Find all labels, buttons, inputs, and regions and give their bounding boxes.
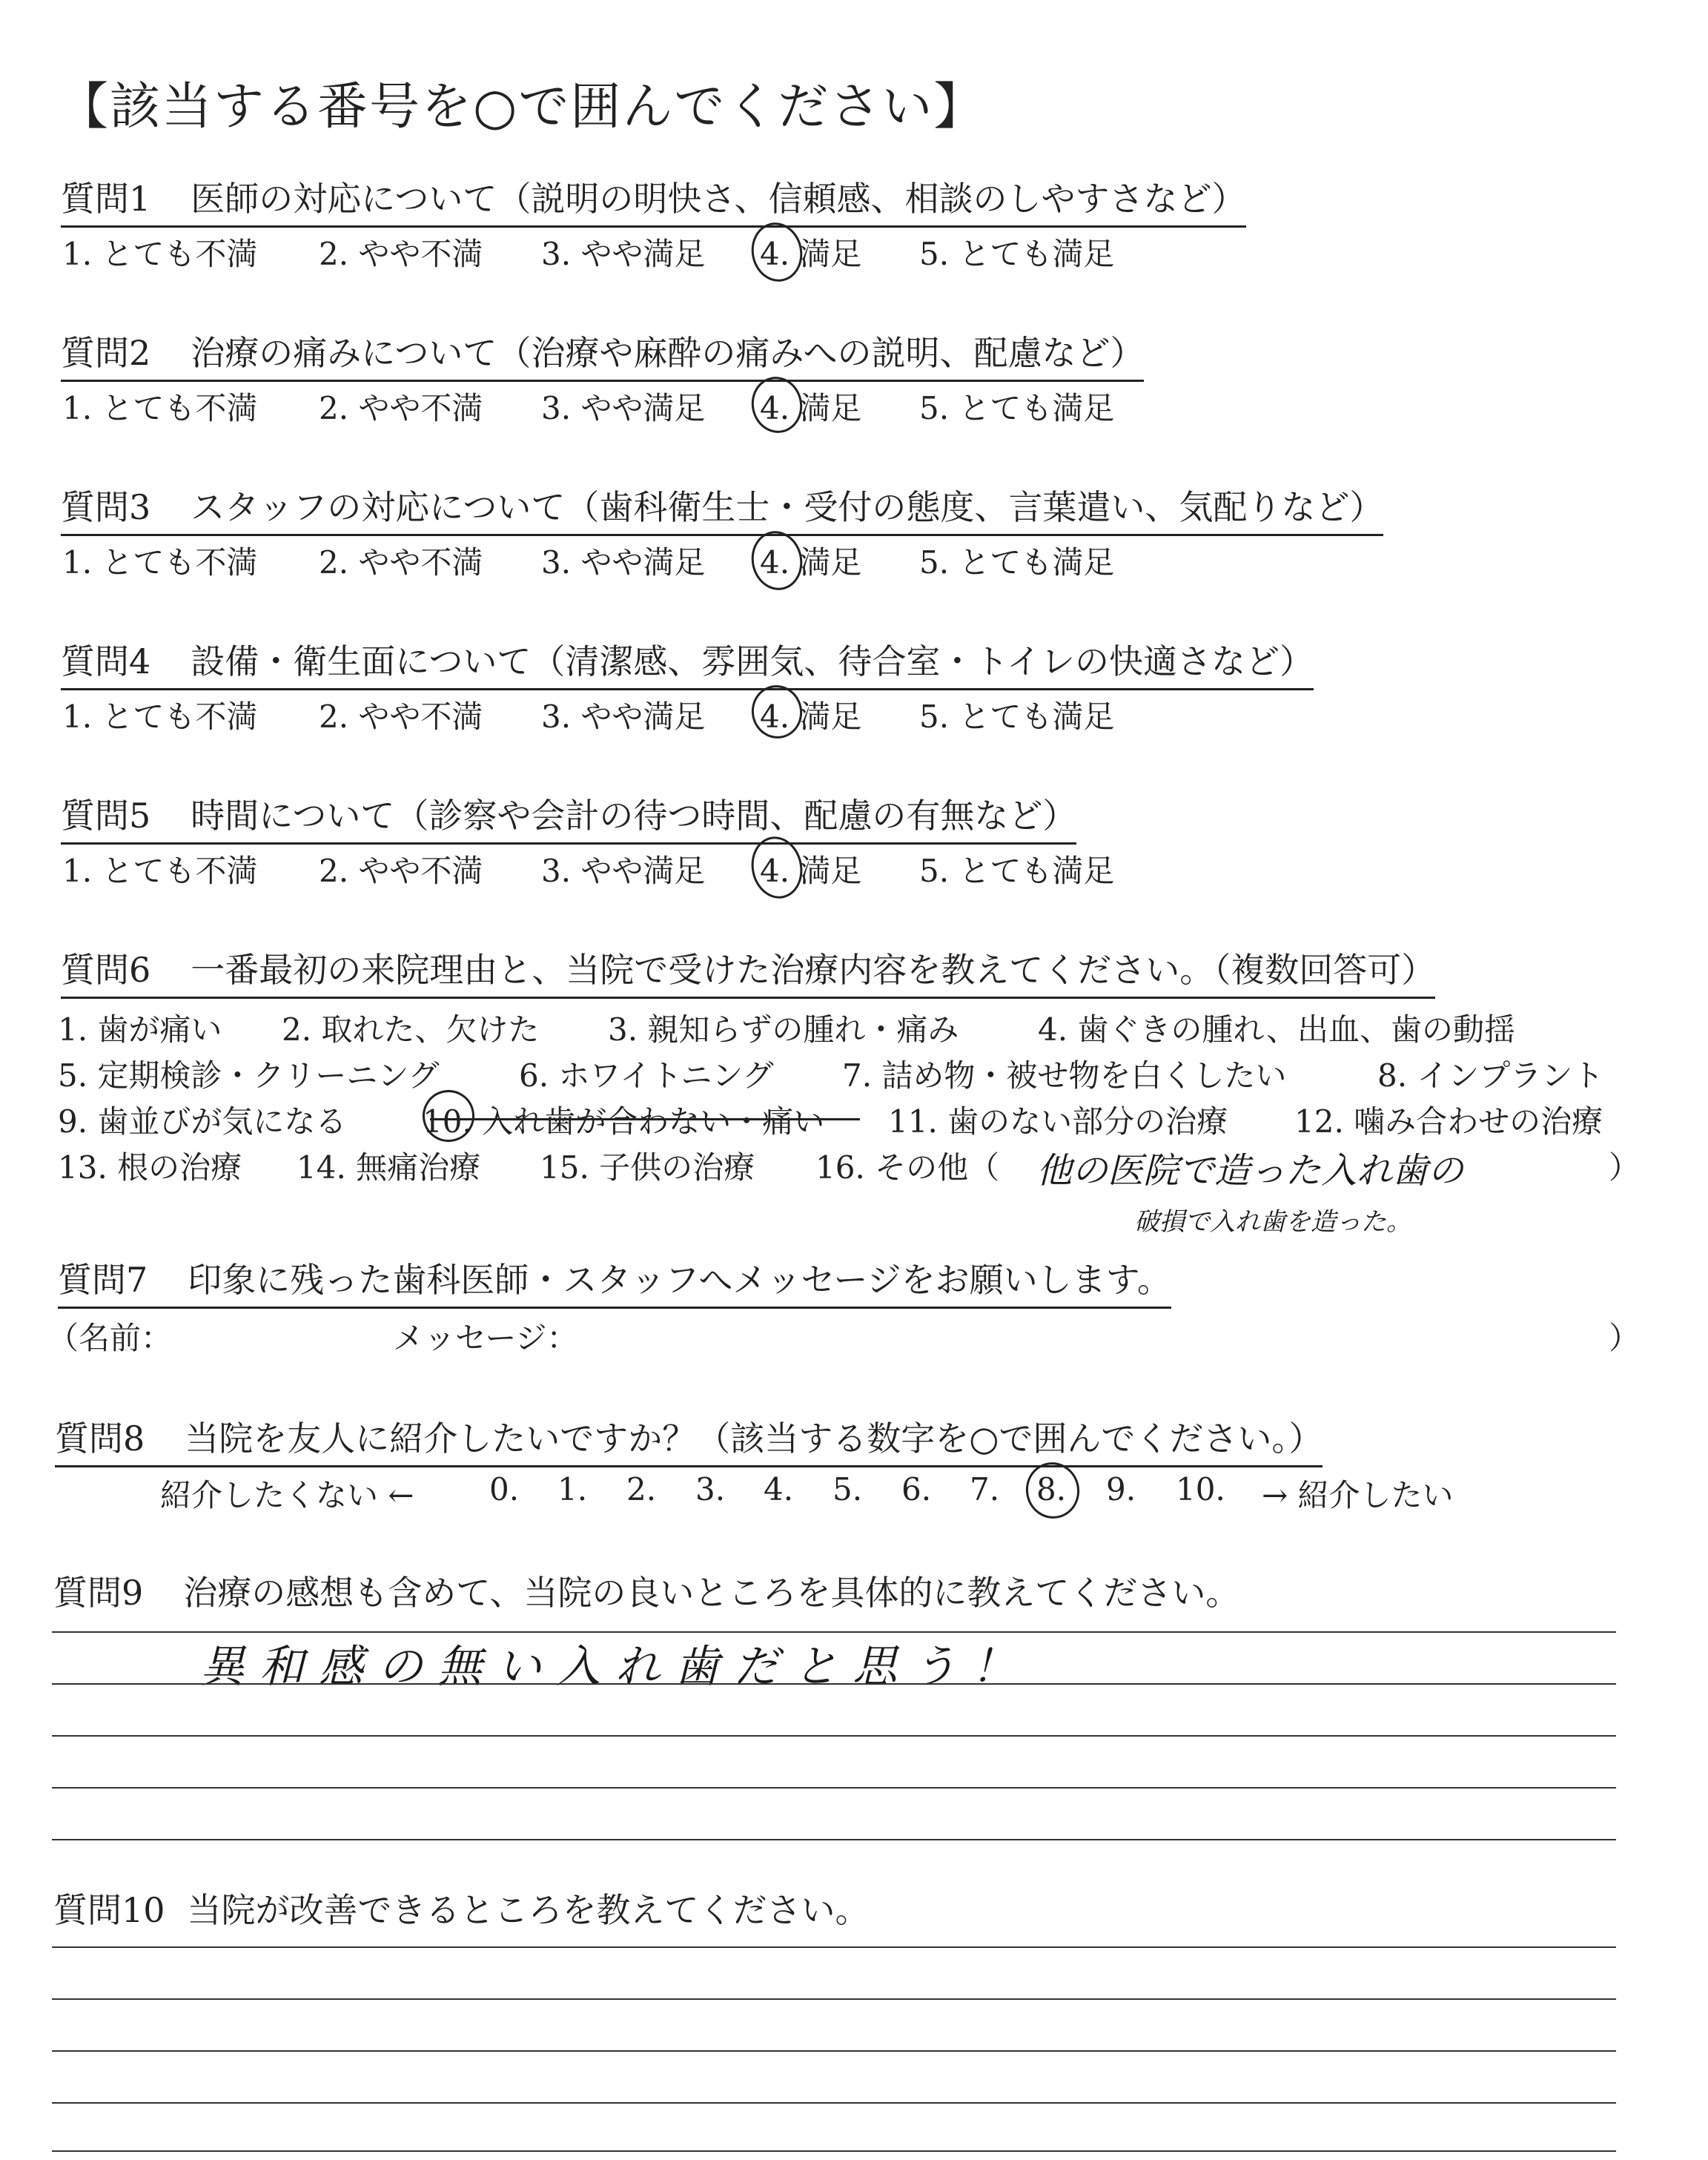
q10-answer-line-2: [52, 1998, 1616, 2000]
q3-selection-circle: [746, 526, 807, 595]
q6-option-1[interactable]: 1. 歯が痛い: [58, 1011, 222, 1048]
question-3-text: スタッフの対応について（歯科衛生士・受付の態度、言葉遣い、気配りなど）: [191, 487, 1384, 527]
q2-option-4[interactable]: 4. 満足: [760, 390, 862, 426]
q10-answer-line-4: [52, 2102, 1616, 2104]
q6-option-11[interactable]: 11. 歯のない部分の治療: [888, 1103, 1228, 1140]
question-3-number: 質問3: [61, 487, 151, 527]
q3-option-4[interactable]: 4. 満足: [760, 544, 862, 581]
q1-selection-circle: [746, 218, 807, 286]
q6-option-3[interactable]: 3. 親知らずの腫れ・痛み: [608, 1011, 959, 1048]
q7-close-paren: ）: [1609, 1320, 1641, 1356]
q8-option-0[interactable]: 0.: [489, 1471, 520, 1507]
question-9-text: 治療の感想も含めて、当院の良いところを具体的に教えてください。: [183, 1573, 1240, 1613]
q9-answer: 異和感の無い入れ歯だと思う！: [200, 1641, 1030, 1693]
q5-option-1[interactable]: 1. とても不満: [62, 853, 258, 889]
question-5-heading: [61, 789, 1076, 845]
question-10-text: 当院が改善できるところを教えてください。: [187, 1890, 870, 1930]
question-3-heading: [61, 480, 1383, 536]
question-7-text: 印象に残った歯科医師・スタッフへメッセージをお願いします。: [188, 1260, 1171, 1300]
q10-answer-line-3: [52, 2050, 1616, 2052]
q2-option-1[interactable]: 1. とても不満: [62, 390, 258, 426]
form-title: 【該当する番号を○で囲んでください】: [58, 78, 986, 136]
q7-message-label: メッセージ：: [393, 1320, 578, 1356]
q1-option-2[interactable]: 2. やや不満: [319, 236, 483, 272]
q9-answer-line-3: [52, 1735, 1616, 1737]
q1-option-4[interactable]: 4. 満足: [760, 236, 862, 272]
q6-option-6[interactable]: 6. ホワイトニング: [519, 1057, 774, 1094]
q6-option-14[interactable]: 14. 無痛治療: [297, 1149, 481, 1186]
question-1-text: 医師の対応について（説明の明快さ、信頼感、相談のしやすさなど）: [191, 179, 1246, 219]
q6-other-answer-line2: 破損で入れ歯を造った。: [1134, 1207, 1411, 1237]
question-6-text: 一番最初の来院理由と、当院で受けた治療内容を教えてください。（複数回答可）: [191, 950, 1436, 990]
q3-option-5[interactable]: 5. とても満足: [919, 544, 1115, 581]
q8-option-3[interactable]: 3.: [695, 1471, 726, 1507]
question-10-heading: [53, 1883, 870, 1932]
q6-option-8[interactable]: 8. インプラント: [1377, 1057, 1604, 1094]
q5-option-2[interactable]: 2. やや不満: [319, 853, 483, 889]
q6-option-2[interactable]: 2. 取れた、欠けた: [282, 1011, 540, 1048]
question-9-number: 質問9: [53, 1573, 144, 1613]
q8-option-1[interactable]: 1.: [557, 1471, 588, 1507]
q6-option-15[interactable]: 15. 子供の治療: [540, 1149, 755, 1186]
q6-option-13[interactable]: 13. 根の治療: [58, 1149, 242, 1186]
q7-name-label: （名前：: [47, 1320, 173, 1356]
q6-option-5[interactable]: 5. 定期検診・クリーニング: [58, 1057, 440, 1094]
question-4-heading: [61, 635, 1314, 690]
q8-option-4[interactable]: 4.: [764, 1471, 794, 1507]
q6-option-4[interactable]: 4. 歯ぐきの腫れ、出血、歯の動揺: [1038, 1011, 1515, 1048]
q4-option-5[interactable]: 5. とても満足: [919, 698, 1115, 735]
q6-option-10-strikethrough: [430, 1118, 860, 1120]
q4-option-1[interactable]: 1. とても不満: [62, 698, 258, 735]
question-1-heading: [61, 172, 1246, 228]
q4-option-4[interactable]: 4. 満足: [760, 698, 862, 735]
q6-option-12[interactable]: 12. 噛み合わせの治療: [1294, 1103, 1603, 1140]
q8-option-7[interactable]: 7.: [970, 1471, 1000, 1507]
question-7-number: 質問7: [58, 1260, 148, 1300]
q1-option-3[interactable]: 3. やや満足: [541, 236, 706, 272]
q6-option-7[interactable]: 7. 詰め物・被せ物を白くしたい: [842, 1057, 1287, 1094]
question-2-number: 質問2: [61, 333, 151, 373]
q9-answer-line-2: [52, 1683, 1616, 1685]
question-8-text: 当院を友人に紹介したいですか？（該当する数字を○で囲んでください。）: [185, 1418, 1323, 1459]
question-7-heading: [58, 1253, 1171, 1309]
question-4-text: 設備・衛生面について（清潔感、雰囲気、待合室・トイレの快適さなど）: [191, 641, 1314, 681]
question-9-heading: [53, 1566, 1239, 1615]
question-5-number: 質問5: [61, 796, 151, 836]
q9-answer-line-4: [52, 1787, 1616, 1789]
q8-option-2[interactable]: 2.: [626, 1471, 657, 1507]
q2-option-5[interactable]: 5. とても満足: [919, 390, 1115, 426]
question-1-number: 質問1: [61, 179, 151, 219]
question-5-text: 時間について（診察や会計の待つ時間、配慮の有無など）: [191, 796, 1077, 836]
q5-option-5[interactable]: 5. とても満足: [919, 853, 1115, 889]
q8-option-9[interactable]: 9.: [1106, 1471, 1136, 1507]
question-2-heading: [61, 326, 1144, 382]
q3-option-3[interactable]: 3. やや満足: [541, 544, 706, 581]
q10-answer-line-5: [52, 2150, 1616, 2152]
question-4-number: 質問4: [61, 641, 151, 681]
q8-option-5[interactable]: 5.: [833, 1471, 863, 1507]
question-6-heading: [61, 943, 1435, 999]
q8-option-10[interactable]: 10.: [1176, 1471, 1225, 1507]
q3-option-1[interactable]: 1. とても不満: [62, 544, 258, 581]
question-8-number: 質問8: [55, 1418, 145, 1459]
q8-right-label: → 紹介したい: [1262, 1477, 1454, 1513]
q5-option-4[interactable]: 4. 満足: [760, 853, 862, 889]
q6-option-16[interactable]: 16. その他（: [815, 1149, 1000, 1186]
q3-option-2[interactable]: 2. やや不満: [319, 544, 483, 581]
q6-option-10[interactable]: 10. 入れ歯が合わない・痛い: [423, 1103, 825, 1140]
q5-option-3[interactable]: 3. やや満足: [541, 853, 706, 889]
q2-option-3[interactable]: 3. やや満足: [541, 390, 706, 426]
q1-option-5[interactable]: 5. とても満足: [919, 236, 1115, 272]
question-8-heading: [55, 1412, 1323, 1467]
question-6-number: 質問6: [61, 950, 151, 990]
q4-option-3[interactable]: 3. やや満足: [541, 698, 706, 735]
q6-option-9[interactable]: 9. 歯並びが気になる: [58, 1103, 347, 1140]
question-10-number: 質問10: [53, 1890, 165, 1930]
q10-answer-line-1: [52, 1946, 1616, 1948]
question-2-text: 治療の痛みについて（治療や麻酔の痛みへの説明、配慮など）: [191, 333, 1145, 373]
q6-other-close-paren: ）: [1609, 1149, 1641, 1186]
q8-option-8[interactable]: 8.: [1036, 1471, 1067, 1507]
q4-option-2[interactable]: 2. やや不満: [319, 698, 483, 735]
q9-answer-line-5: [52, 1839, 1616, 1840]
q6-other-answer-line1: 他の医院で造った入れ歯の: [1036, 1150, 1464, 1192]
q8-option-6[interactable]: 6.: [901, 1471, 932, 1507]
q1-option-1[interactable]: 1. とても不満: [62, 236, 258, 272]
q2-option-2[interactable]: 2. やや不満: [319, 390, 483, 426]
q8-left-label: 紹介したくない ←: [160, 1477, 414, 1513]
